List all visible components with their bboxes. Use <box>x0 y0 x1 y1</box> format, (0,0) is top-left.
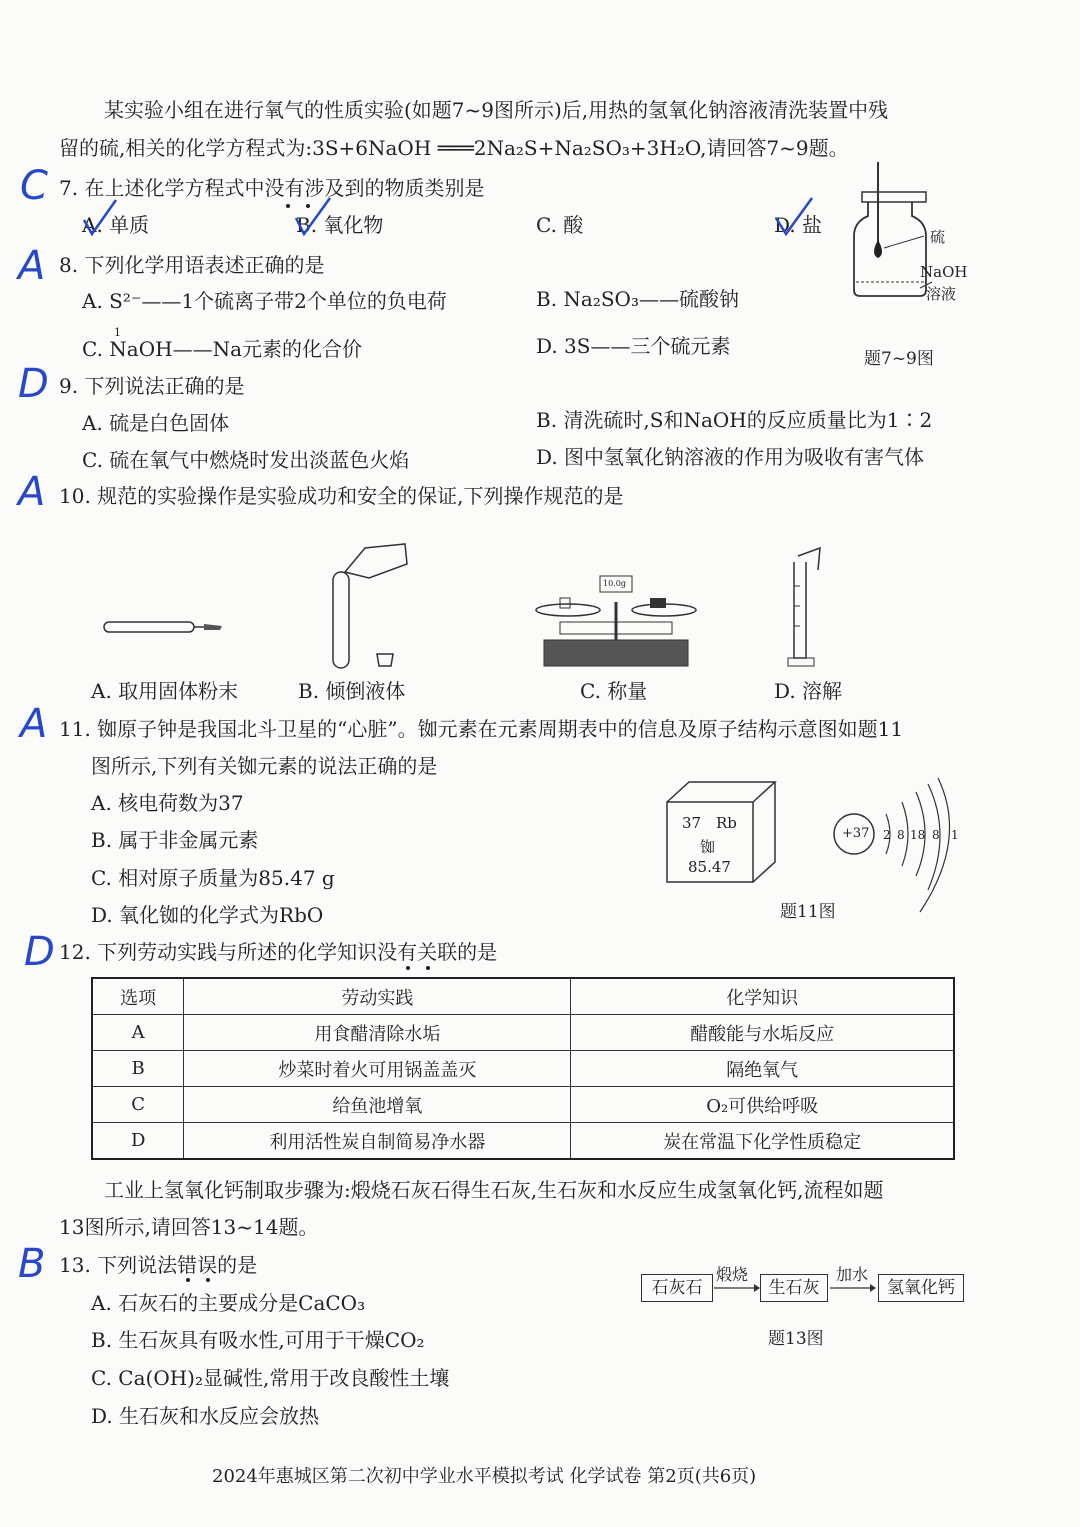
sulfur-bottle-figure <box>840 158 980 308</box>
table-header-cell: 劳动实践 <box>184 978 571 1015</box>
table-header-cell: 化学知识 <box>571 978 954 1015</box>
q7-option-b: B. 氧化物 <box>296 213 384 237</box>
shell-electrons-2: 8 <box>897 828 905 842</box>
q8-stem: 8. 下列化学用语表述正确的是 <box>59 253 325 277</box>
label-solution: 溶液 <box>926 285 957 303</box>
check-mark-b <box>296 198 330 234</box>
q12-table <box>91 977 955 1160</box>
emphasis-dot <box>186 1278 190 1282</box>
cylinder-dissolving-figure <box>780 546 840 672</box>
q7-option-a: A. 单质 <box>82 213 150 237</box>
nucleus-charge: +37 <box>842 826 870 841</box>
q11-option-d: D. 氧化铷的化学式为RbO <box>91 903 324 927</box>
q8-option-a: A. S²⁻——1个硫离子带2个单位的负电荷 <box>82 289 447 313</box>
q12-stem: 12. 下列劳动实践与所述的化学知识没有关联的是 <box>59 940 498 964</box>
q9-option-d: D. 图中氢氧化钠溶液的作用为吸收有害气体 <box>536 445 925 469</box>
q10-option-a: A. 取用固体粉末 <box>91 679 239 703</box>
table-row <box>92 1051 954 1087</box>
q7-stem: 7. 在上述化学方程式中没有涉及到的物质类别是 <box>59 176 485 200</box>
table-cell: 炒菜时着火可用锅盖盖灭 <box>184 1051 571 1087</box>
handwritten-answer-q7: C <box>20 163 48 209</box>
q7-option-d: D. 盐 <box>774 213 823 237</box>
intro2-line-2: 13图所示,请回答13~14题。 <box>59 1215 319 1239</box>
table-cell: B <box>92 1051 184 1087</box>
emphasis-dot <box>286 204 290 208</box>
table-row <box>92 1087 954 1123</box>
emphasis-dot <box>306 204 310 208</box>
q10-option-c: C. 称量 <box>580 679 648 703</box>
table-cell: A <box>92 1015 184 1051</box>
shell-electrons-1: 2 <box>883 828 891 842</box>
q8-option-d: D. 3S——三个硫元素 <box>536 334 731 358</box>
q13-option-a: A. 石灰石的主要成分是CaCO₃ <box>91 1291 366 1315</box>
handwritten-answer-q12: D <box>24 929 55 975</box>
label-sulfur: 硫 <box>930 228 946 246</box>
flow-arrow-label-add-water: 加水 <box>836 1265 869 1284</box>
flow-arrow-label-calcine: 煅烧 <box>716 1265 749 1284</box>
pouring-liquid-figure <box>325 542 425 672</box>
table-cell: O₂可供给呼吸 <box>571 1087 954 1123</box>
element-symbol: Rb <box>716 814 737 832</box>
q8-option-c: C. NaOH——Na元素的化合价 <box>82 337 362 361</box>
flow-box-limestone: 石灰石 <box>641 1274 713 1302</box>
table-row <box>92 1015 954 1051</box>
q10-option-b: B. 倾倒液体 <box>298 679 406 703</box>
q11-option-c: C. 相对原子质量为85.47 g <box>91 866 335 890</box>
table-cell: 利用活性炭自制简易净水器 <box>184 1123 571 1160</box>
flow-arrows <box>712 1280 882 1296</box>
figure-caption-7-9: 题7~9图 <box>864 349 934 369</box>
q9-option-b: B. 清洗硫时,S和NaOH的反应质量比为1∶2 <box>536 408 933 432</box>
table-cell: 隔绝氧气 <box>571 1051 954 1087</box>
q11-stem-line-1: 11. 铷原子钟是我国北斗卫星的“心脏”。铷元素在元素周期表中的信息及原子结构示意图如题11 <box>59 717 904 741</box>
check-marks <box>70 192 830 242</box>
powder-spatula-figure <box>100 614 230 644</box>
intro-line-1: 某实验小组在进行氧气的性质实验(如题7~9图所示)后,用热的氢氧化钠溶液清洗装置中残 <box>104 98 889 122</box>
intro2-line-1: 工业上氢氧化钙制取步骤为:煅烧石灰石得生石灰,生石灰和水反应生成氢氧化钙,流程如题 <box>104 1178 884 1202</box>
q13-stem: 13. 下列说法错误的是 <box>59 1253 258 1277</box>
check-mark-d <box>776 198 812 234</box>
check-mark-a <box>84 200 116 234</box>
q8-option-b: B. Na₂SO₃——硫酸钠 <box>536 287 739 311</box>
handwritten-answer-q9: D <box>18 361 49 407</box>
q9-option-a: A. 硫是白色固体 <box>82 411 230 435</box>
q8-valence-superscript: 1 <box>114 326 121 339</box>
element-atomic-mass: 85.47 <box>688 858 731 876</box>
table-cell: 炭在常温下化学性质稳定 <box>571 1123 954 1160</box>
handwritten-answer-q13: B <box>18 1241 46 1287</box>
shell-electrons-5: 1 <box>951 828 959 842</box>
figure-caption-11: 题11图 <box>780 902 836 922</box>
handwritten-answer-q8: A <box>18 243 46 289</box>
q11-stem-line-2: 图所示,下列有关铷元素的说法正确的是 <box>91 754 438 778</box>
q13-option-b: B. 生石灰具有吸水性,可用于干燥CO₂ <box>91 1328 425 1352</box>
emphasis-dot <box>426 966 430 970</box>
table-header-row <box>92 978 954 1015</box>
q11-option-b: B. 属于非金属元素 <box>91 828 259 852</box>
q7-option-c: C. 酸 <box>536 213 584 237</box>
element-atomic-number: 37 <box>682 814 702 832</box>
element-name: 铷 <box>700 838 716 856</box>
flow-box-calcium-hydroxide: 氢氧化钙 <box>878 1274 964 1302</box>
table-cell: 醋酸能与水垢反应 <box>571 1015 954 1051</box>
table-cell: C <box>92 1087 184 1123</box>
q9-option-c: C. 硫在氧气中燃烧时发出淡蓝色火焰 <box>82 448 410 472</box>
q13-option-d: D. 生石灰和水反应会放热 <box>91 1404 320 1428</box>
intro-line-2: 留的硫,相关的化学方程式为:3S+6NaOH ═══2Na₂S+Na₂SO₃+3H₂O,请回答7~9题。 <box>59 136 849 160</box>
handwritten-answer-q11: A <box>20 701 48 747</box>
q10-stem: 10. 规范的实验操作是实验成功和安全的保证,下列操作规范的是 <box>59 484 624 508</box>
shell-electrons-4: 8 <box>932 828 940 842</box>
table-cell: 给鱼池增氧 <box>184 1087 571 1123</box>
flow-box-quicklime: 生石灰 <box>760 1274 828 1302</box>
page-footer: 2024年惠城区第二次初中学业水平模拟考试 化学试卷 第2页(共6页) <box>212 1466 757 1487</box>
figure-caption-13: 题13图 <box>768 1329 824 1349</box>
q9-stem: 9. 下列说法正确的是 <box>59 374 245 398</box>
q11-option-a: A. 核电荷数为37 <box>91 791 244 815</box>
q10-option-d: D. 溶解 <box>774 679 843 703</box>
label-naoh: NaOH <box>920 263 968 281</box>
table-cell: D <box>92 1123 184 1160</box>
emphasis-dot <box>406 966 410 970</box>
emphasis-dot <box>206 1278 210 1282</box>
table-row <box>92 1123 954 1160</box>
balance-reading: 10.0g <box>603 579 626 588</box>
table-header-cell: 选项 <box>92 978 184 1015</box>
q13-option-c: C. Ca(OH)₂显碱性,常用于改良酸性土壤 <box>91 1366 450 1390</box>
shell-electrons-3: 18 <box>910 828 926 842</box>
atom-structure-diagram <box>830 778 960 918</box>
handwritten-answer-q10: A <box>18 469 46 515</box>
table-cell: 用食醋清除水垢 <box>184 1015 571 1051</box>
